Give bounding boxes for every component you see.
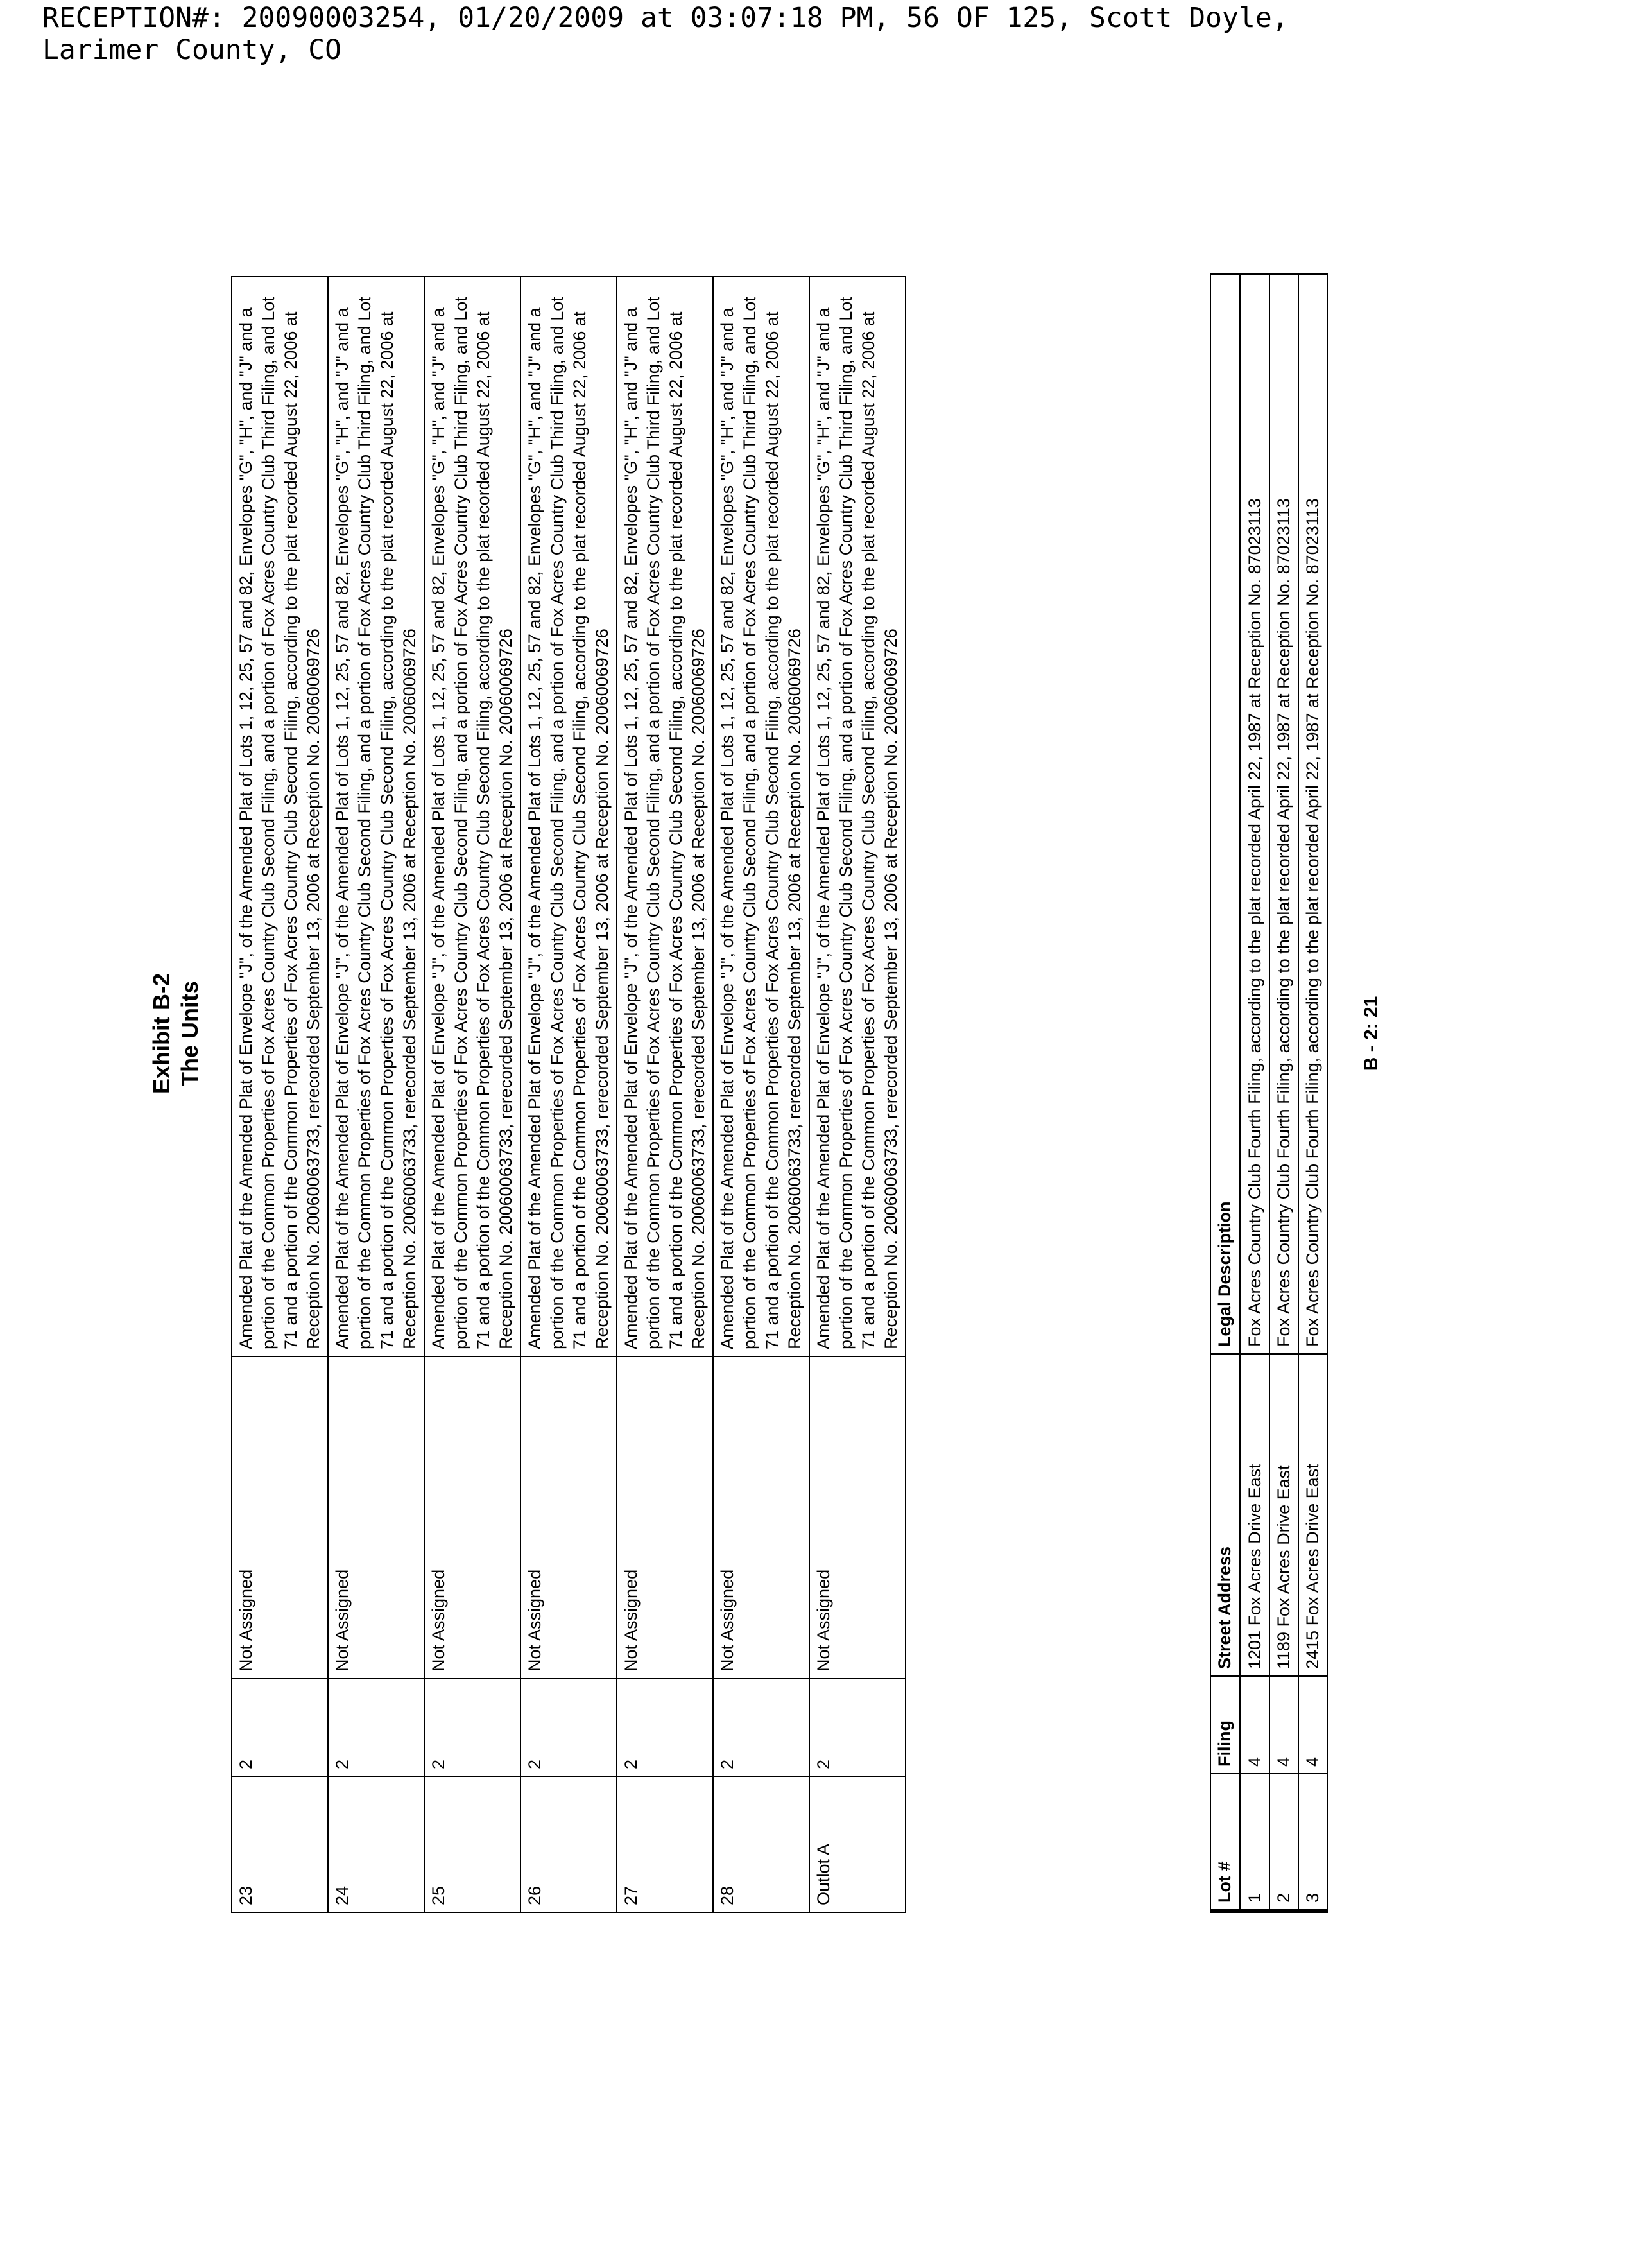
cell-lot: 26: [520, 1776, 617, 1912]
table-row: [520, 277, 617, 1912]
cell-filing: 2: [424, 1679, 520, 1776]
cell-lot: 23: [232, 1776, 328, 1912]
header-lot: Lot #: [1210, 1774, 1240, 1911]
cell-filing: 2: [617, 1679, 713, 1776]
table-row: [617, 277, 713, 1912]
cell-legal-description: Fox Acres Country Club Fourth Filing, according to the plat recorded April 22, 1987 at Reception No. 87023113: [1298, 274, 1327, 1354]
header-legal-description: Legal Description: [1210, 274, 1240, 1354]
cell-legal-description: Amended Plat of the Amended Plat of Envelope "J", of the Amended Plat of Lots 1, 12, 25, 57 and 82, Envelopes "G", "H", and "J" and a portion of the Common Properties of Fox Acres Country Club Second Filing, and a portion of Fox Acres Country Club Third Filing, and Lot 71 and a portion of the Common Properties of Fox Acres Country Club Second Filing, according to the plat recorded August 22, 2006 at Reception No. 20060063733, rerecorded September 13, 2006 at Reception No. 20060069726: [232, 277, 328, 1356]
table-row: [424, 277, 520, 1912]
cell-street-address: Not Assigned: [232, 1356, 328, 1679]
cell-legal-description: Fox Acres Country Club Fourth Filing, according to the plat recorded April 22, 1987 at Reception No. 87023113: [1240, 274, 1269, 1354]
units-table-header-row: [1210, 274, 1240, 1911]
cell-legal-description: Amended Plat of the Amended Plat of Envelope "J", of the Amended Plat of Lots 1, 12, 25, 57 and 82, Envelopes "G", "H", and "J" and a portion of the Common Properties of Fox Acres Country Club Second Filing, and a portion of Fox Acres Country Club Third Filing, and Lot 71 and a portion of the Common Properties of Fox Acres Country Club Second Filing, according to the plat recorded August 22, 2006 at Reception No. 20060063733, rerecorded September 13, 2006 at Reception No. 20060069726: [809, 277, 906, 1356]
cell-filing: 2: [809, 1679, 906, 1776]
reception-header-line-1: RECEPTION#: 20090003254, 01/20/2009 at 03:07:18 PM, 56 OF 125, Scott Doyle,: [42, 2, 1289, 34]
cell-street-address: 1201 Fox Acres Drive East: [1240, 1354, 1269, 1676]
cell-filing: 4: [1298, 1676, 1327, 1774]
cell-lot: 28: [713, 1776, 809, 1912]
cell-legal-description: Amended Plat of the Amended Plat of Envelope "J", of the Amended Plat of Lots 1, 12, 25, 57 and 82, Envelopes "G", "H", and "J" and a portion of the Common Properties of Fox Acres Country Club Second Filing, and a portion of Fox Acres Country Club Third Filing, and Lot 71 and a portion of the Common Properties of Fox Acres Country Club Second Filing, according to the plat recorded August 22, 2006 at Reception No. 20060063733, rerecorded September 13, 2006 at Reception No. 20060069726: [617, 277, 713, 1356]
cell-legal-description: Amended Plat of the Amended Plat of Envelope "J", of the Amended Plat of Lots 1, 12, 25, 57 and 82, Envelopes "G", "H", and "J" and a portion of the Common Properties of Fox Acres Country Club Second Filing, and a portion of Fox Acres Country Club Third Filing, and Lot 71 and a portion of the Common Properties of Fox Acres Country Club Second Filing, according to the plat recorded August 22, 2006 at Reception No. 20060063733, rerecorded September 13, 2006 at Reception No. 20060069726: [713, 277, 809, 1356]
cell-street-address: Not Assigned: [520, 1356, 617, 1679]
cell-lot: Outlot A: [809, 1776, 906, 1912]
units-table: [231, 276, 906, 1913]
header-street-address: Street Address: [1210, 1354, 1240, 1676]
cell-filing: 2: [232, 1679, 328, 1776]
cell-lot: 3: [1298, 1774, 1327, 1911]
table-row: [1240, 274, 1269, 1911]
cell-lot: 25: [424, 1776, 520, 1912]
table-row: [809, 277, 906, 1912]
page-number: B - 2: 21: [1361, 996, 1382, 1071]
table-row: [713, 277, 809, 1912]
cell-filing: 4: [1269, 1676, 1298, 1774]
cell-street-address: Not Assigned: [617, 1356, 713, 1679]
table-row: [1269, 274, 1298, 1911]
table-row: [1298, 274, 1327, 1911]
cell-lot: 24: [328, 1776, 424, 1912]
cell-street-address: 1189 Fox Acres Drive East: [1269, 1354, 1298, 1676]
cell-legal-description: Amended Plat of the Amended Plat of Envelope "J", of the Amended Plat of Lots 1, 12, 25, 57 and 82, Envelopes "G", "H", and "J" and a portion of the Common Properties of Fox Acres Country Club Second Filing, and a portion of Fox Acres Country Club Third Filing, and Lot 71 and a portion of the Common Properties of Fox Acres Country Club Second Filing, according to the plat recorded August 22, 2006 at Reception No. 20060063733, rerecorded September 13, 2006 at Reception No. 20060069726: [328, 277, 424, 1356]
cell-street-address: Not Assigned: [424, 1356, 520, 1679]
cell-filing: 2: [713, 1679, 809, 1776]
cell-street-address: Not Assigned: [809, 1356, 906, 1679]
units-table-body: [232, 277, 906, 1912]
cell-lot: 2: [1269, 1774, 1298, 1911]
cell-street-address: Not Assigned: [713, 1356, 809, 1679]
cell-filing: 2: [520, 1679, 617, 1776]
exhibit-subheading: The Units: [176, 981, 203, 1087]
cell-filing: 4: [1240, 1676, 1269, 1774]
cell-filing: 2: [328, 1679, 424, 1776]
cell-legal-description: Amended Plat of the Amended Plat of Envelope "J", of the Amended Plat of Lots 1, 12, 25, 57 and 82, Envelopes "G", "H", and "J" and a portion of the Common Properties of Fox Acres Country Club Second Filing, and a portion of Fox Acres Country Club Third Filing, and Lot 71 and a portion of the Common Properties of Fox Acres Country Club Second Filing, according to the plat recorded August 22, 2006 at Reception No. 20060063733, rerecorded September 13, 2006 at Reception No. 20060069726: [424, 277, 520, 1356]
table-row: [328, 277, 424, 1912]
units-table-2-body: [1240, 274, 1327, 1911]
cell-street-address: Not Assigned: [328, 1356, 424, 1679]
exhibit-title: [148, 854, 204, 1213]
cell-street-address: 2415 Fox Acres Drive East: [1298, 1354, 1327, 1676]
reception-header-line-2: Larimer County, CO: [42, 34, 341, 66]
cell-lot: 27: [617, 1776, 713, 1912]
cell-legal-description: Amended Plat of the Amended Plat of Envelope "J", of the Amended Plat of Lots 1, 12, 25, 57 and 82, Envelopes "G", "H", and "J" and a portion of the Common Properties of Fox Acres Country Club Second Filing, and a portion of Fox Acres Country Club Third Filing, and Lot 71 and a portion of the Common Properties of Fox Acres Country Club Second Filing, according to the plat recorded August 22, 2006 at Reception No. 20060063733, rerecorded September 13, 2006 at Reception No. 20060069726: [520, 277, 617, 1356]
cell-lot: 1: [1240, 1774, 1269, 1911]
units-table-filing-4: [1210, 273, 1328, 1913]
table-row: [232, 277, 328, 1912]
exhibit-heading: Exhibit B-2: [148, 973, 175, 1095]
cell-legal-description: Fox Acres Country Club Fourth Filing, according to the plat recorded April 22, 1987 at Reception No. 87023113: [1269, 274, 1298, 1354]
header-filing: Filing: [1210, 1676, 1240, 1774]
